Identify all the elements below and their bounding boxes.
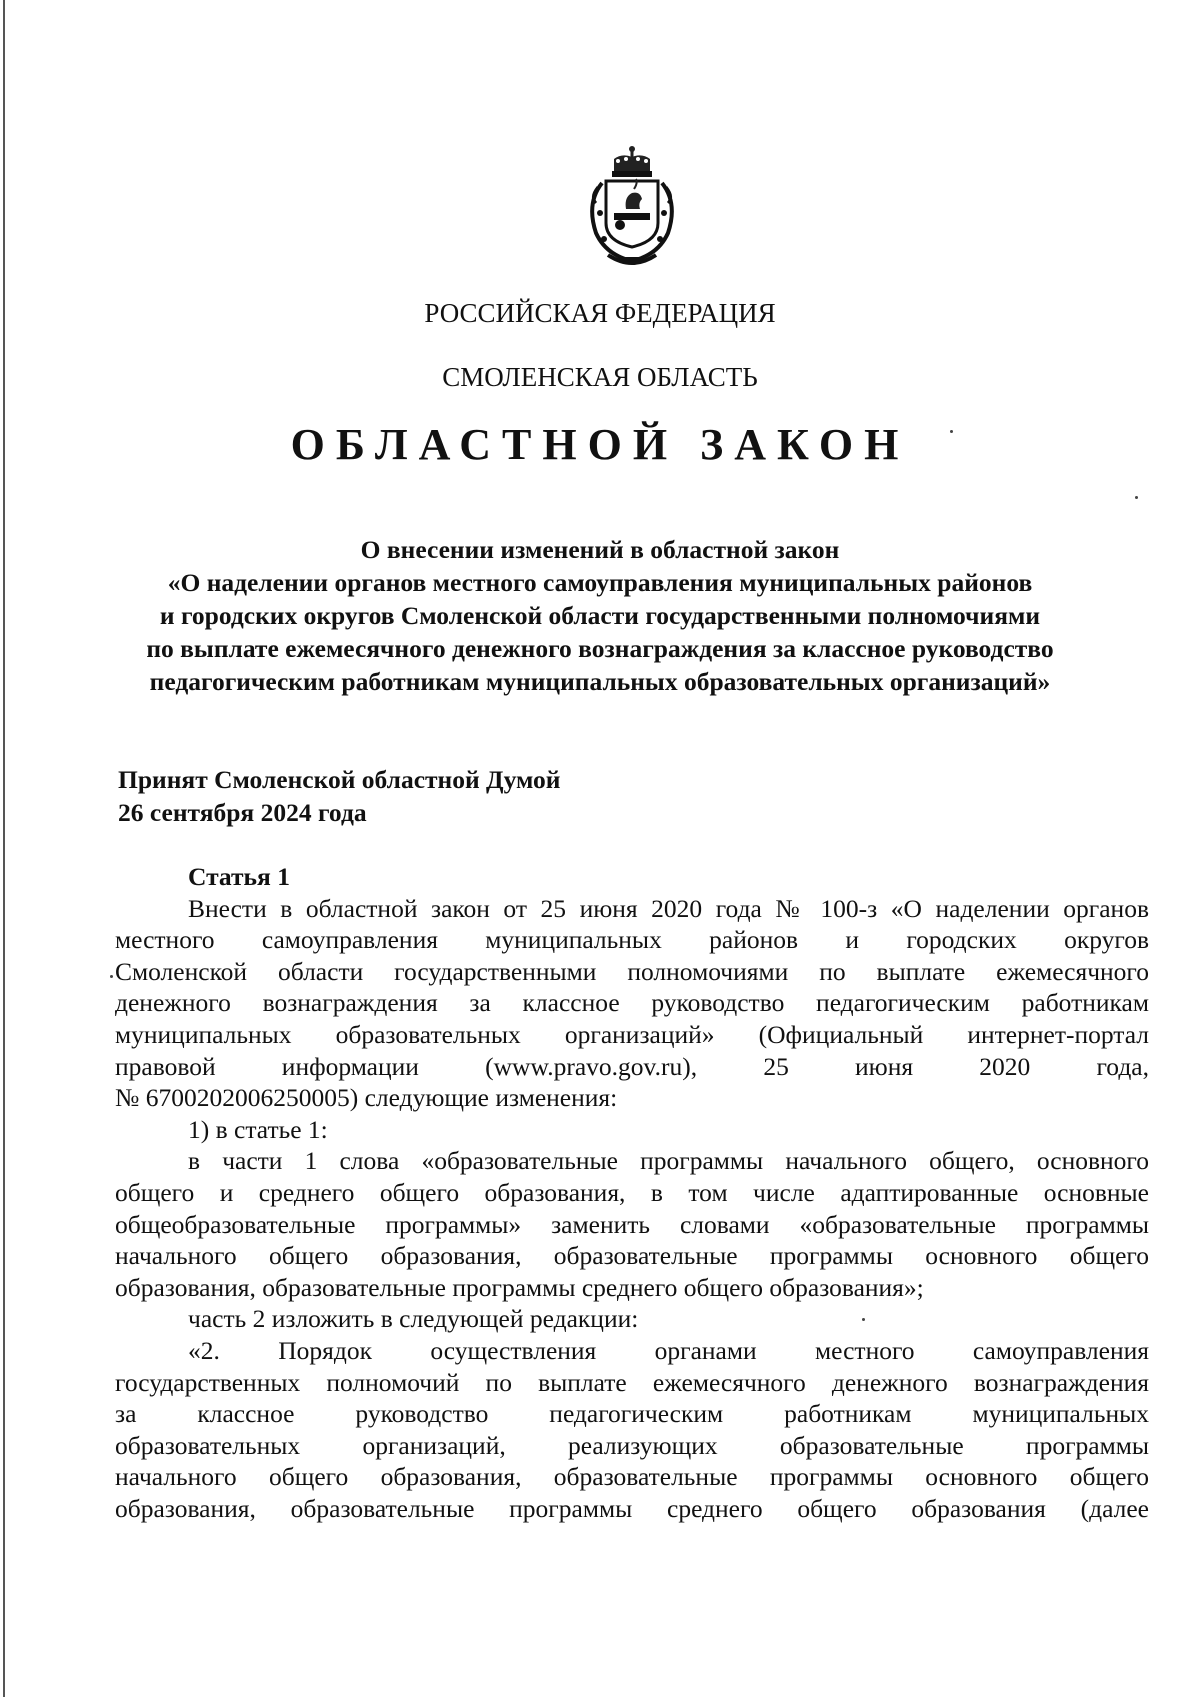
body-line: общеобразовательные программы» заменить словами «образовательные программы xyxy=(115,1209,1149,1239)
adoption-note xyxy=(118,763,560,829)
scan-speck xyxy=(110,975,113,978)
body-line: образования, образовательные программы среднего общего образования»; xyxy=(115,1272,924,1302)
body-line: в части 1 слова «образовательные программы начального общего, основного xyxy=(188,1146,1149,1176)
body-line: денежного вознаграждения за классное руководство педагогическим работникам xyxy=(115,988,1149,1018)
body-line: часть 2 изложить в следующей редакции: xyxy=(188,1304,639,1334)
body-line: Смоленской области государственными полномочиями по выплате ежемесячного xyxy=(115,956,1149,986)
body-line: за классное руководство педагогическим работникам муниципальных xyxy=(115,1399,1149,1429)
body-line: начального общего образования, образовательные программы основного общего xyxy=(115,1462,1149,1492)
body-line: № 6700202006250005) следующие изменения: xyxy=(115,1083,618,1113)
title-line: «О наделении органов местного самоуправления муниципальных районов xyxy=(167,568,1033,597)
adoption-body: Принят Смоленской областной Думой xyxy=(118,765,561,794)
title-line: О внесении изменений в областной закон xyxy=(360,535,840,564)
title-line: по выплате ежемесячного денежного вознаграждения за классное руководство xyxy=(146,634,1054,663)
document-type-heading: ОБЛАСТНОЙ ЗАКОН xyxy=(290,420,910,469)
body-line: «2. Порядок осуществления органами местного самоуправления xyxy=(188,1335,1149,1365)
article-body xyxy=(115,861,1149,1524)
body-line: муниципальных образовательных организаций» (Официальный интернет-портал xyxy=(115,1019,1149,1049)
scan-speck xyxy=(862,1318,865,1321)
law-title xyxy=(0,533,1200,698)
scan-edge-line xyxy=(3,0,5,1697)
body-line: начального общего образования, образовательные программы основного общего xyxy=(115,1241,1149,1271)
body-line: государственных полномочий по выплате ежемесячного денежного вознаграждения xyxy=(115,1367,1149,1397)
scan-speck xyxy=(950,430,953,433)
body-line: 1) в статье 1: xyxy=(188,1114,328,1144)
body-line: образовательных организаций, реализующих образовательные программы xyxy=(115,1430,1149,1460)
title-line: и городских округов Смоленской области государственными полномочиями xyxy=(159,601,1041,630)
body-line: местного самоуправления муниципальных районов и городских округов xyxy=(115,925,1149,955)
coat-of-arms-emblem xyxy=(580,143,684,275)
body-line: образования, образовательные программы среднего общего образования (далее xyxy=(115,1493,1149,1523)
region-name: СМОЛЕНСКАЯ ОБЛАСТЬ xyxy=(442,362,758,392)
country-name: РОССИЙСКАЯ ФЕДЕРАЦИЯ xyxy=(424,298,776,328)
adoption-date: 26 сентября 2024 года xyxy=(118,798,367,827)
title-line: педагогическим работникам муниципальных образовательных организаций» xyxy=(149,667,1051,696)
scan-speck xyxy=(1135,496,1138,499)
body-line: Внести в областной закон от 25 июня 2020 года № 100-з «О наделении органов xyxy=(188,893,1149,923)
body-line: общего и среднего общего образования, в том числе адаптированные основные xyxy=(115,1177,1149,1207)
body-line: правовой информации (www.pravo.gov.ru), 25 июня 2020 года, xyxy=(115,1051,1149,1081)
article-heading: Статья 1 xyxy=(188,862,290,891)
